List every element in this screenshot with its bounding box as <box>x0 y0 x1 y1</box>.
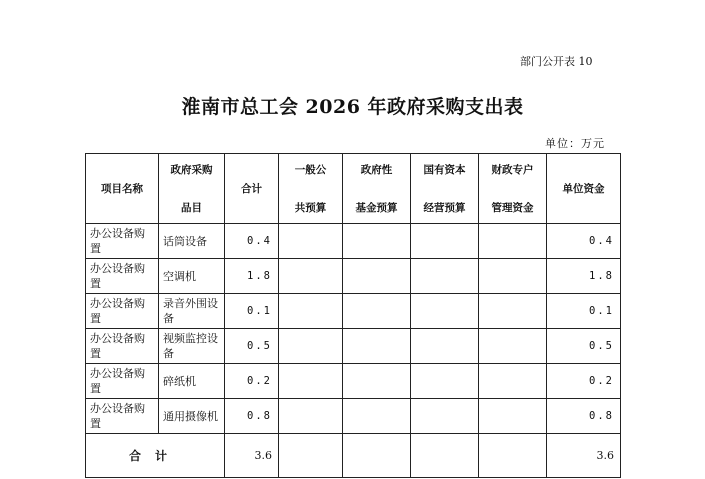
cell-general-budget <box>279 259 343 294</box>
cell-total: 0.5 <box>225 329 279 364</box>
header-category: 政府采购 品目 <box>159 154 225 224</box>
cell-general-budget <box>279 224 343 259</box>
cell-unit-funds: 0.8 <box>547 399 621 434</box>
page-title: 淮南市总工会 2026 年政府采购支出表 <box>181 96 524 118</box>
table-row <box>86 364 621 399</box>
cell-total: 0.2 <box>225 364 279 399</box>
cell-gov-fund-budget <box>343 224 411 259</box>
table-row <box>86 224 621 259</box>
cell-state-capital-budget <box>411 224 479 259</box>
cell-gov-fund-budget <box>343 259 411 294</box>
unit-label: 单位：万元 <box>545 137 605 150</box>
header-gov-fund-budget: 政府性 基金预算 <box>343 154 411 224</box>
cell-category: 碎纸机 <box>159 364 225 399</box>
cell-category: 话筒设备 <box>159 224 225 259</box>
cell-project-name: 办公设备购置 <box>86 224 159 259</box>
cell-gov-fund-budget <box>343 294 411 329</box>
cell-gov-fund-budget <box>343 364 411 399</box>
cell-unit-funds: 0.5 <box>547 329 621 364</box>
table-number-label: 部门公开表 10 <box>520 55 593 68</box>
cell-special-account-funds <box>479 294 547 329</box>
total-general-budget <box>279 434 343 478</box>
cell-category: 视频监控设备 <box>159 329 225 364</box>
header-unit-funds: 单位资金 <box>547 154 621 224</box>
header-total: 合计 <box>225 154 279 224</box>
total-row <box>86 434 621 478</box>
cell-general-budget <box>279 294 343 329</box>
total-label: 合计 <box>86 434 225 478</box>
cell-unit-funds: 1.8 <box>547 259 621 294</box>
total-state-capital-budget <box>411 434 479 478</box>
table-row <box>86 259 621 294</box>
header-row <box>86 154 621 224</box>
cell-special-account-funds <box>479 329 547 364</box>
cell-special-account-funds <box>479 224 547 259</box>
cell-project-name: 办公设备购置 <box>86 259 159 294</box>
cell-total: 1.8 <box>225 259 279 294</box>
cell-gov-fund-budget <box>343 399 411 434</box>
total-amount: 3.6 <box>225 434 279 478</box>
cell-total: 0.8 <box>225 399 279 434</box>
cell-unit-funds: 0.4 <box>547 224 621 259</box>
total-unit-funds: 3.6 <box>547 434 621 478</box>
cell-category: 空调机 <box>159 259 225 294</box>
cell-total: 0.1 <box>225 294 279 329</box>
cell-category: 通用摄像机 <box>159 399 225 434</box>
cell-project-name: 办公设备购置 <box>86 329 159 364</box>
cell-gov-fund-budget <box>343 329 411 364</box>
header-special-account-funds: 财政专户 管理资金 <box>479 154 547 224</box>
cell-category: 录音外围设备 <box>159 294 225 329</box>
cell-general-budget <box>279 329 343 364</box>
cell-unit-funds: 0.1 <box>547 294 621 329</box>
cell-state-capital-budget <box>411 364 479 399</box>
cell-state-capital-budget <box>411 329 479 364</box>
procurement-table <box>85 153 621 478</box>
cell-state-capital-budget <box>411 259 479 294</box>
cell-unit-funds: 0.2 <box>547 364 621 399</box>
cell-project-name: 办公设备购置 <box>86 364 159 399</box>
table-row <box>86 329 621 364</box>
cell-project-name: 办公设备购置 <box>86 399 159 434</box>
cell-project-name: 办公设备购置 <box>86 294 159 329</box>
header-project-name: 项目名称 <box>86 154 159 224</box>
header-state-capital-budget: 国有资本 经营预算 <box>411 154 479 224</box>
cell-special-account-funds <box>479 259 547 294</box>
cell-total: 0.4 <box>225 224 279 259</box>
cell-general-budget <box>279 364 343 399</box>
cell-state-capital-budget <box>411 399 479 434</box>
cell-state-capital-budget <box>411 294 479 329</box>
cell-general-budget <box>279 399 343 434</box>
total-gov-fund-budget <box>343 434 411 478</box>
table-row <box>86 399 621 434</box>
table-row <box>86 294 621 329</box>
total-special-account-funds <box>479 434 547 478</box>
cell-special-account-funds <box>479 364 547 399</box>
cell-special-account-funds <box>479 399 547 434</box>
header-general-budget: 一般公 共预算 <box>279 154 343 224</box>
